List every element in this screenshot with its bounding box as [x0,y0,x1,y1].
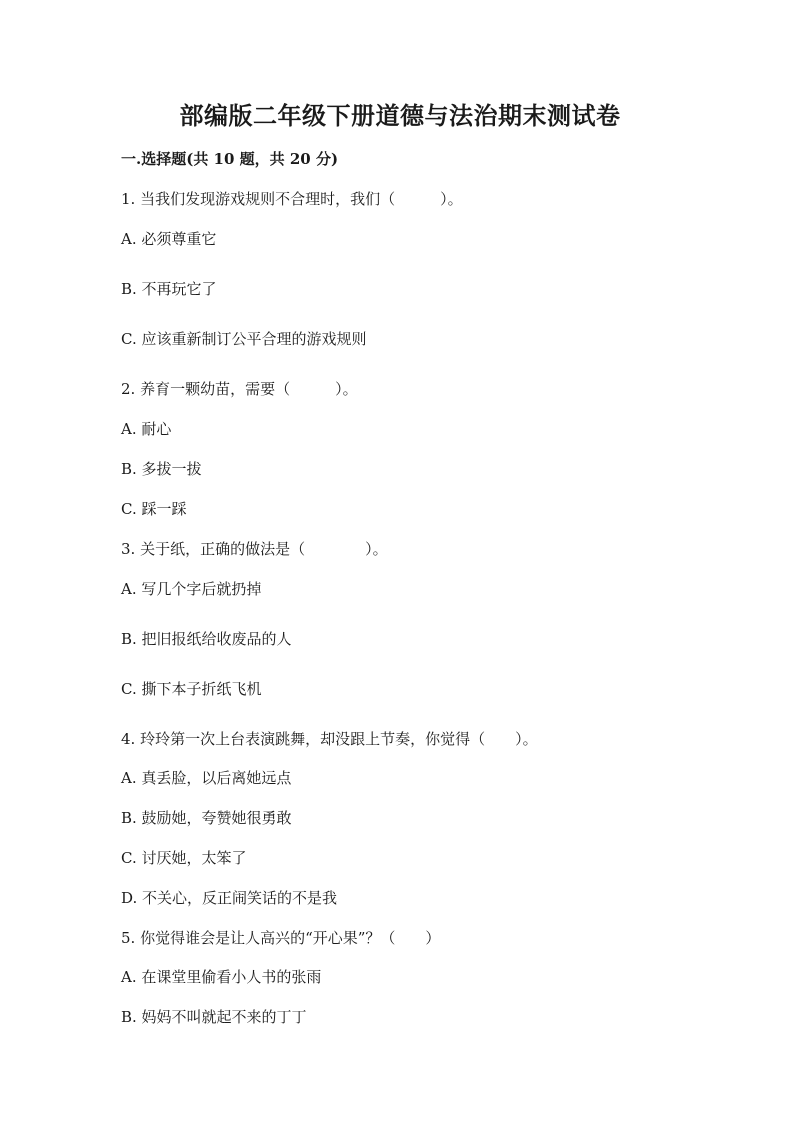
question-3-option-c: C. 撕下本子折纸飞机 [121,680,262,698]
question-2-stem: 2. 养育一颗幼苗，需要（ ）。 [121,380,358,398]
question-5-stem: 5. 你觉得谁会是让人高兴的“开心果”？（ ） [121,929,441,947]
question-2-option-b: B. 多拔一拔 [121,460,202,478]
question-3-option-b: B. 把旧报纸给收废品的人 [121,630,292,648]
question-1-option-c: C. 应该重新制订公平合理的游戏规则 [121,330,367,348]
question-3-option-a: A. 写几个字后就扔掉 [121,580,262,598]
question-4-option-b: B. 鼓励她，夸赞她很勇敢 [121,809,292,827]
question-5-option-b: B. 妈妈不叫就起不来的丁丁 [121,1008,307,1026]
question-5-option-a: A. 在课堂里偷看小人书的张雨 [121,968,322,986]
question-4-option-d: D. 不关心，反正闹笑话的不是我 [121,889,338,907]
question-4-stem: 4. 玲玲第一次上台表演跳舞，却没跟上节奏，你觉得（ ）。 [121,730,538,748]
question-1-stem: 1. 当我们发现游戏规则不合理时，我们（ ）。 [121,190,463,208]
question-1-option-b: B. 不再玩它了 [121,280,217,298]
page-title: 部编版二年级下册道德与法治期末测试卷 [179,101,621,130]
question-3-stem: 3. 关于纸，正确的做法是（ ）。 [121,540,388,558]
section-heading: 一.选择题(共 10 题，共 20 分) [121,150,339,168]
question-4-option-a: A. 真丢脸，以后离她远点 [121,769,292,787]
question-2-option-c: C. 踩一踩 [121,500,187,518]
question-1-option-a: A. 必须尊重它 [121,230,217,248]
question-4-option-c: C. 讨厌她，太笨了 [121,849,247,867]
question-2-option-a: A. 耐心 [121,420,172,438]
